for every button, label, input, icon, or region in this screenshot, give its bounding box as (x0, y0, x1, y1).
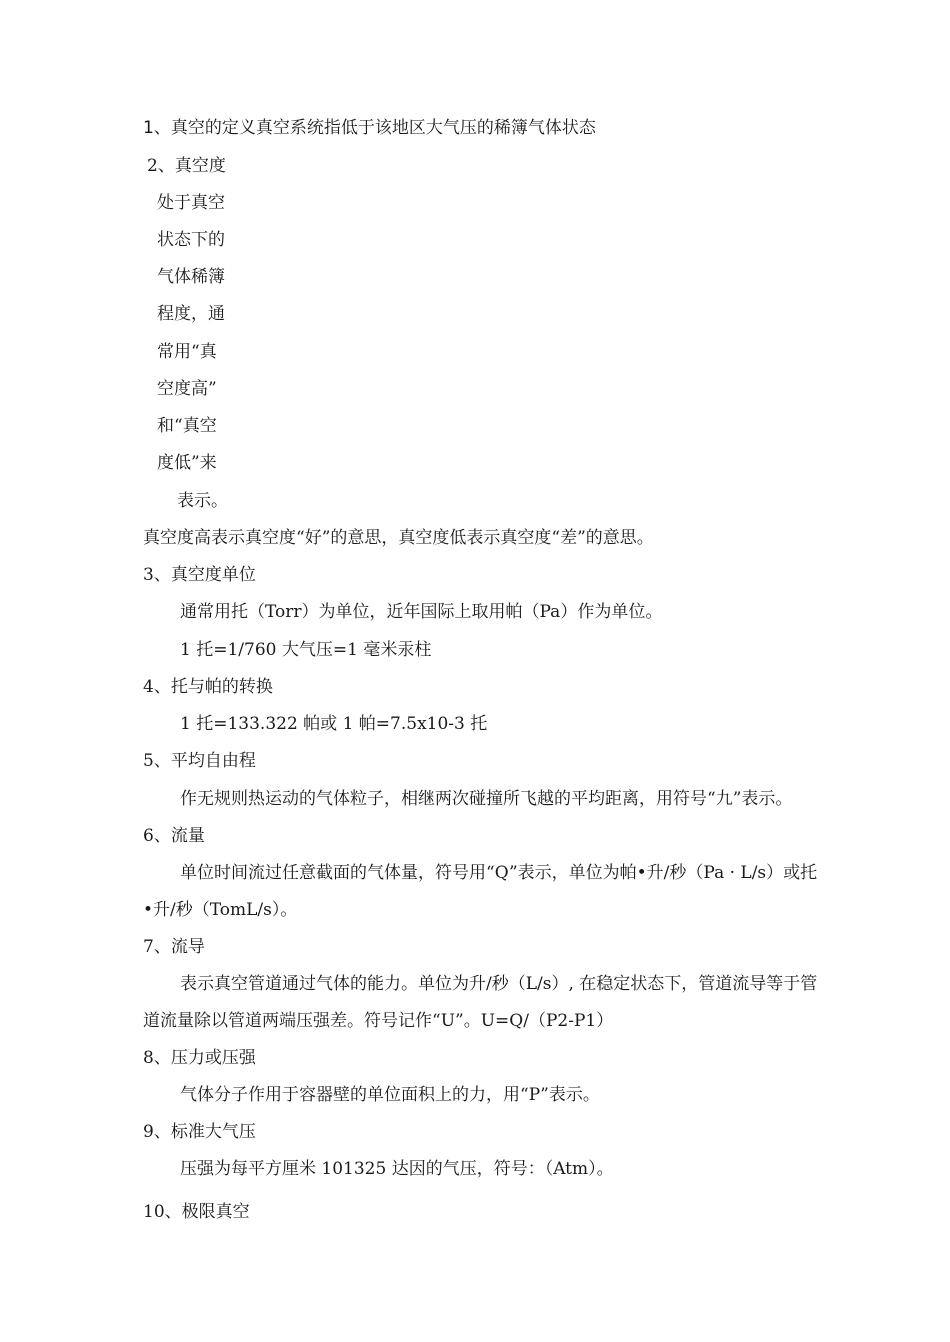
paragraph-line: 通常用托（Torr）为单位，近年国际上取用帕（Pa）作为单位。 (180, 602, 663, 622)
paragraph-line: 压强为每平方厘米 101325 达因的气压，符号：（Atm）。 (180, 1159, 614, 1179)
paragraph-line: 度低”来 (157, 453, 217, 473)
paragraph-line: 表示真空管道通过气体的能力。单位为升/秒（L/s）, 在稳定状态下，管道流导等于管 (180, 974, 818, 994)
paragraph-line: 单位时间流过任意截面的气体量，符号用“Q”表示，单位为帕•升/秒（Pa · L/s）或托 (180, 863, 818, 883)
paragraph-line: 气体稀簿 (157, 267, 225, 287)
heading-flow-rate: 6、流量 (143, 826, 205, 846)
heading-conductance: 7、流导 (143, 937, 205, 957)
heading-mean-free-path: 5、平均自由程 (143, 751, 256, 771)
paragraph-line: 程度，通 (157, 304, 225, 324)
paragraph-line: 道流量除以管道两端压强差。符号记作“U”。U=Q/（P2-P1） (143, 1011, 614, 1031)
heading-ultimate-vacuum: 10、极限真空 (143, 1202, 250, 1222)
heading-vacuum-degree: 2、真空度 (147, 156, 226, 176)
paragraph-line: 1 托=1/760 大气压=1 毫米汞柱 (180, 640, 432, 660)
paragraph-line: 表示。 (177, 491, 228, 511)
paragraph-line: •升/秒（TomL/s）。 (143, 900, 298, 920)
heading-standard-atmosphere: 9、标准大气压 (143, 1122, 256, 1142)
heading-torr-pa-conversion: 4、托与帕的转换 (143, 677, 273, 697)
heading-vacuum-unit: 3、真空度单位 (143, 565, 256, 585)
heading-vacuum-definition: 1、真空的定义真空系统指低于该地区大气压的稀簿气体状态 (143, 118, 596, 138)
paragraph-line: 作无规则热运动的气体粒子，相继两次碰撞所飞越的平均距离，用符号“九”表示。 (180, 789, 793, 809)
paragraph-line: 状态下的 (157, 230, 225, 250)
paragraph-line: 真空度高表示真空度“好”的意思，真空度低表示真空度“差”的意思。 (143, 528, 654, 548)
paragraph-line: 空度高” (157, 379, 217, 399)
paragraph-line: 和“真空 (157, 416, 217, 436)
paragraph-line: 气体分子作用于容器壁的单位面积上的力，用“P”表示。 (180, 1085, 600, 1105)
paragraph-line: 处于真空 (157, 193, 225, 213)
paragraph-line: 常用“真 (157, 342, 217, 362)
paragraph-line: 1 托=133.322 帕或 1 帕=7.5x10-3 托 (180, 714, 488, 734)
heading-pressure: 8、压力或压强 (143, 1048, 256, 1068)
